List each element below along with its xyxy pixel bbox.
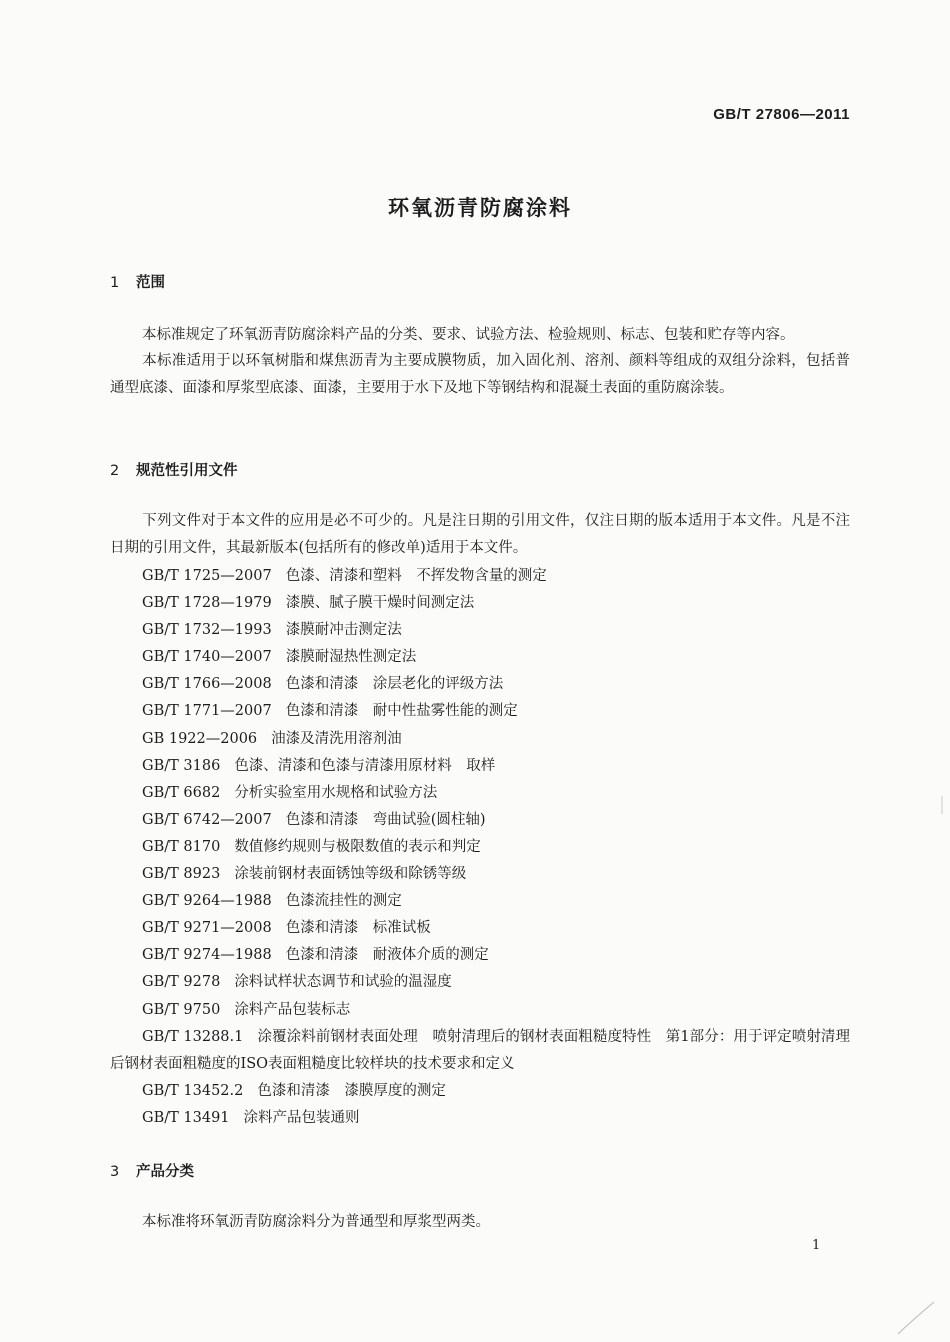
- reference-item: [110, 997, 850, 1024]
- reference-title: 色漆和清漆 标准试板: [285, 920, 431, 937]
- section-3-paragraph-1: [110, 1209, 850, 1236]
- section-number: 2: [110, 463, 120, 479]
- reference-code: GB/T 8170: [142, 838, 221, 855]
- section-2-heading: [110, 459, 238, 480]
- reference-item: [110, 590, 850, 617]
- reference-code: GB/T 3186: [142, 757, 221, 774]
- section-number: 3: [110, 1164, 120, 1180]
- reference-title: 涂料产品包装通则: [243, 1109, 360, 1126]
- reference-code: GB/T 1771—2007: [142, 703, 272, 720]
- reference-item: [110, 753, 850, 780]
- reference-item: [110, 617, 850, 644]
- page-number: 1: [812, 1238, 821, 1253]
- reference-title: 涂料试样状态调节和试验的温湿度: [234, 974, 452, 991]
- reference-title: 色漆、清漆和塑料 不挥发物含量的测定: [285, 568, 547, 584]
- reference-code: GB/T 9750: [142, 1001, 221, 1018]
- reference-code: GB/T 1728—1979: [142, 595, 272, 612]
- reference-item: [110, 807, 850, 834]
- reference-item: [110, 1024, 850, 1078]
- reference-title: 分析实验室用水规格和试验方法: [234, 784, 438, 801]
- reference-title: 色漆、清漆和色漆与清漆用原材料 取样: [234, 757, 496, 774]
- paragraph-text: 本标准适用于以环氧树脂和煤焦沥青为主要成膜物质，加入固化剂、溶剂、颜料等组成的双组分涂料，包括普通型底漆、面漆和厚浆型底漆、面漆，主要用于水下及地下等钢结构和混凝土表面的重防腐涂装。: [110, 353, 850, 396]
- reference-item: [110, 861, 850, 888]
- normative-references-list: [110, 563, 850, 1132]
- reference-item: [110, 671, 850, 698]
- reference-code: GB/T 9274—1988: [142, 947, 272, 964]
- paragraph-text: 本标准将环氧沥青防腐涂料分为普通型和厚浆型两类。: [142, 1214, 490, 1230]
- scan-speck-decoration: [938, 796, 946, 816]
- reference-item: [110, 698, 850, 725]
- reference-title: 数值修约规则与极限数值的表示和判定: [234, 838, 481, 855]
- section-3-heading: [110, 1160, 194, 1181]
- reference-title: 色漆和清漆 耐中性盐雾性能的测定: [285, 703, 518, 720]
- reference-code: GB/T 6742—2007: [142, 811, 272, 828]
- reference-item: [110, 644, 850, 671]
- reference-item: [110, 1078, 850, 1105]
- reference-title: 色漆流挂性的测定: [285, 893, 402, 910]
- section-title: 规范性引用文件: [136, 463, 238, 479]
- reference-title: 漆膜耐湿热性测定法: [285, 649, 417, 666]
- reference-code: GB/T 1740—2007: [142, 649, 272, 666]
- reference-code: GB/T 8923: [142, 866, 221, 883]
- reference-item: [110, 726, 850, 753]
- reference-code: GB 1922—2006: [142, 730, 258, 747]
- section-1-paragraph-1: [110, 322, 850, 349]
- reference-item: [110, 915, 850, 942]
- reference-code: GB/T 13452.2: [142, 1082, 244, 1099]
- reference-title: 涂料产品包装标志: [234, 1001, 351, 1018]
- reference-item: [110, 563, 850, 590]
- reference-code: GB/T 6682: [142, 784, 221, 801]
- standard-code: GB/T 27806—2011: [713, 106, 850, 123]
- section-title: 产品分类: [136, 1164, 194, 1180]
- reference-title: 色漆和清漆 弯曲试验(圆柱轴): [285, 811, 486, 828]
- reference-title: 涂装前钢材表面锈蚀等级和除锈等级: [234, 866, 467, 883]
- reference-title: 色漆和清漆 涂层老化的评级方法: [285, 676, 504, 693]
- reference-code: GB/T 9278: [142, 974, 221, 991]
- section-2-paragraph-1: [110, 508, 850, 561]
- reference-code: GB/T 13491: [142, 1109, 230, 1126]
- section-title: 范围: [136, 275, 165, 291]
- section-number: 1: [110, 275, 120, 291]
- reference-code: GB/T 9271—2008: [142, 920, 272, 937]
- reference-item: [110, 969, 850, 996]
- paragraph-text: 本标准规定了环氧沥青防腐涂料产品的分类、要求、试验方法、检验规则、标志、包装和贮存等内容。: [142, 327, 795, 343]
- reference-code: GB/T 13288.1: [142, 1028, 244, 1045]
- reference-item: [110, 1105, 850, 1132]
- reference-code: GB/T 1725—2007: [142, 568, 272, 584]
- reference-item: [110, 780, 850, 807]
- reference-item: [110, 888, 850, 915]
- reference-title: 涂覆涂料前钢材表面处理 喷射清理后的钢材表面粗糙度特性 第1部分：用于评定喷射清理后钢材表面粗糙度的ISO表面粗糙度比较样块的技术要求和定义: [110, 1028, 850, 1072]
- reference-item: [110, 942, 850, 969]
- reference-code: GB/T 9264—1988: [142, 893, 272, 910]
- reference-title: 漆膜、腻子膜干燥时间测定法: [285, 595, 475, 612]
- paragraph-text: 下列文件对于本文件的应用是必不可少的。凡是注日期的引用文件，仅注日期的版本适用于本文件。凡是不注日期的引用文件，其最新版本(包括所有的修改单)适用于本文件。: [110, 513, 850, 556]
- section-1-paragraph-2: [110, 348, 850, 401]
- reference-title: 色漆和清漆 耐液体介质的测定: [285, 947, 489, 964]
- reference-code: GB/T 1732—1993: [142, 622, 272, 639]
- reference-item: [110, 834, 850, 861]
- reference-title: 色漆和清漆 漆膜厚度的测定: [257, 1082, 446, 1099]
- scan-mark-decoration: [896, 1300, 936, 1336]
- reference-title: 漆膜耐冲击测定法: [285, 622, 402, 639]
- document-title: 环氧沥青防腐涂料: [388, 196, 572, 220]
- reference-code: GB/T 1766—2008: [142, 676, 272, 693]
- section-1-heading: [110, 271, 165, 292]
- reference-title: 油漆及清洗用溶剂油: [271, 730, 402, 747]
